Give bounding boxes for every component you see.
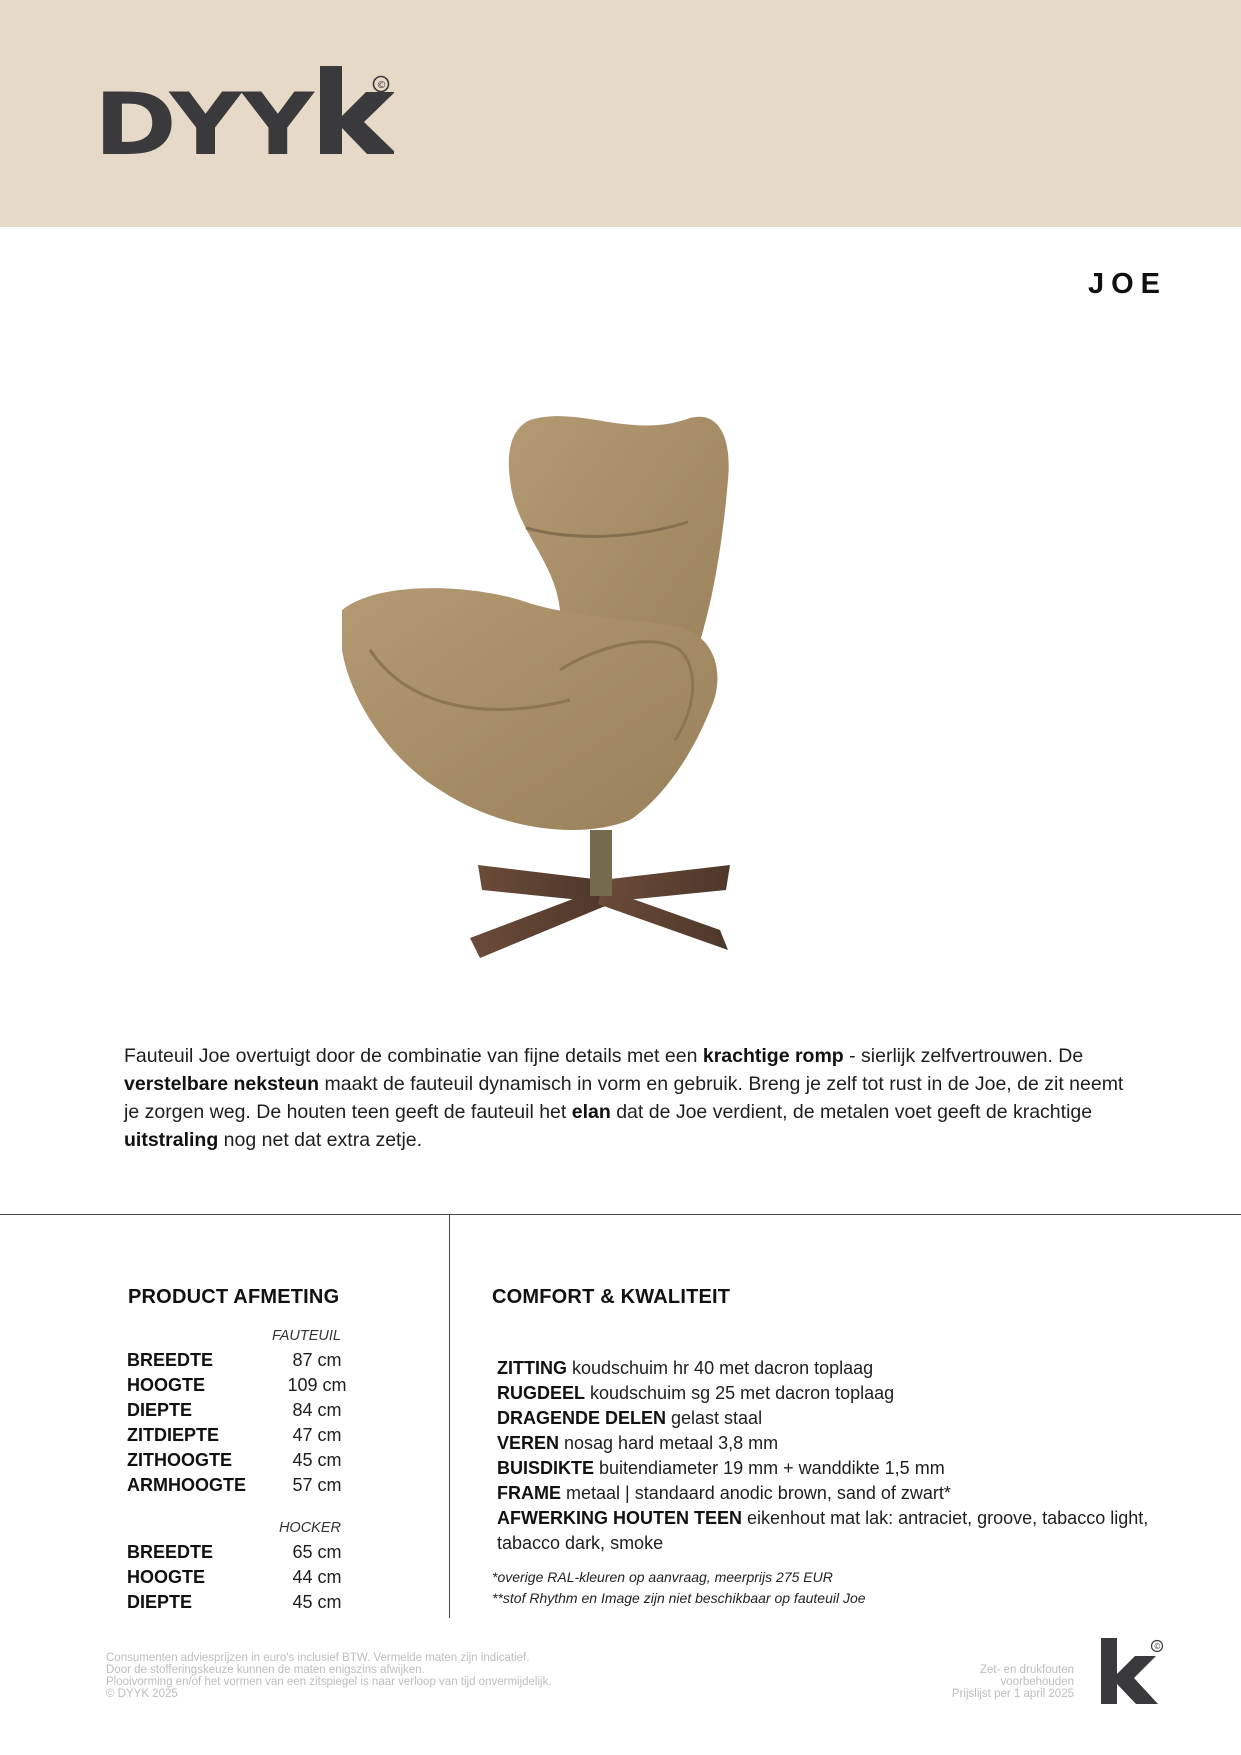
hocker-label: HOCKER	[278, 1520, 341, 1536]
spec-label: FRAME	[497, 1483, 561, 1503]
column-divider	[449, 1214, 450, 1618]
legal-line: Plooivorming en/of het vormen van een zitspiegel is naar verloop van tijd onvermijdelijk.	[106, 1676, 552, 1688]
dimension-value: 84 cm	[292, 1400, 342, 1420]
footnote: **stof Rhythm en Image zijn niet beschikbaar op fauteuil Joe	[492, 1590, 866, 1606]
k-logo[interactable]	[1097, 1636, 1167, 1706]
chair-image	[330, 410, 830, 970]
dimension-label: ARMHOOGTE	[127, 1475, 246, 1495]
spec-label: ZITTING	[497, 1358, 567, 1378]
dimension-row	[127, 1425, 357, 1450]
legal-line: Consumenten adviesprijzen in euro's inclusief BTW. Vermelde maten zijn indicatief.	[106, 1652, 530, 1664]
dimension-value: 44 cm	[292, 1567, 342, 1587]
description-text: dat de Joe verdient, de metalen voet geeft de krachtige	[610, 1101, 1093, 1123]
footnotes	[492, 1567, 866, 1609]
spec-item	[497, 1356, 1177, 1381]
dimension-row	[127, 1475, 357, 1500]
spec-item	[497, 1481, 1177, 1506]
spec-text: buitendiameter 19 mm + wanddikte 1,5 mm	[594, 1458, 945, 1478]
description-text: - sierlijk zelfvertrouwen. De	[843, 1045, 1084, 1067]
description-bold: verstelbare neksteun	[124, 1073, 320, 1095]
dimension-row	[127, 1567, 357, 1592]
footer-line: voorbehouden	[1000, 1676, 1074, 1688]
spec-item	[497, 1456, 1177, 1481]
dimension-label: ZITHOOGTE	[127, 1450, 232, 1470]
dimension-value: 109 cm	[287, 1375, 347, 1395]
k-trademark: ©	[1153, 1642, 1162, 1651]
footer-line: Prijslijst per 1 april 2025	[951, 1688, 1074, 1700]
fauteuil-label: FAUTEUIL	[271, 1328, 341, 1344]
spec-item	[497, 1506, 1177, 1556]
spec-text: koudschuim hr 40 met dacron toplaag	[567, 1358, 874, 1378]
legal-disclaimer	[106, 1652, 552, 1700]
dimension-value: 47 cm	[292, 1425, 342, 1445]
dimension-value: 87 cm	[292, 1350, 342, 1370]
hocker-dimensions	[127, 1520, 357, 1617]
dimension-label: HOOGTE	[127, 1567, 206, 1587]
dimension-row	[127, 1542, 357, 1567]
dimension-row	[127, 1592, 357, 1617]
svg-text:DYY: DYY	[94, 75, 316, 162]
spec-label: AFWERKING HOUTEN TEEN	[497, 1508, 742, 1528]
trademark-symbol: ©	[376, 80, 387, 91]
dimension-value: 65 cm	[292, 1542, 342, 1562]
comfort-heading: COMFORT & KWALITEIT	[492, 1286, 731, 1308]
description-bold: uitstraling	[124, 1129, 219, 1151]
spec-label: VEREN	[497, 1433, 560, 1453]
description-bold: krachtige romp	[702, 1045, 844, 1067]
dimension-row	[127, 1375, 357, 1400]
description-text: maakt de fauteuil dynamisch in vorm en gebruik. Breng je zelf tot rust in de Joe, de zit neemt je zorgen weg. De houten teen geeft de fauteuil het	[124, 1073, 1124, 1123]
dimension-label: HOOGTE	[127, 1375, 206, 1395]
product-description	[124, 1042, 1134, 1154]
fauteuil-dimensions	[127, 1328, 357, 1500]
description-text: Fauteuil Joe overtuigt door de combinatie van fijne details met een	[124, 1045, 703, 1067]
spec-label: DRAGENDE DELEN	[497, 1408, 667, 1428]
legal-line: Door de stofferingskeuze kunnen de maten enigszins afwijken.	[106, 1664, 425, 1676]
section-divider	[0, 1214, 1241, 1215]
spec-item	[497, 1431, 1177, 1456]
legal-line: © DYYK 2025	[106, 1688, 178, 1700]
description-text: nog net dat extra zetje.	[218, 1129, 423, 1151]
spec-text: nosag hard metaal 3,8 mm	[559, 1433, 779, 1453]
spec-text: eikenhout mat lak: antraciet, groove, tabacco light, tabacco dark, smoke	[497, 1508, 1149, 1553]
dimension-row	[127, 1450, 357, 1475]
dimension-row	[127, 1350, 357, 1375]
dyyk-logo[interactable]	[94, 62, 394, 162]
description-bold: elan	[571, 1101, 611, 1123]
dimension-label: DIEPTE	[127, 1400, 193, 1420]
footnote: *overige RAL-kleuren op aanvraag, meerprijs 275 EUR	[492, 1569, 833, 1585]
spec-item	[497, 1381, 1177, 1406]
dimension-value: 57 cm	[292, 1475, 342, 1495]
footer-line: Zet- en drukfouten	[980, 1664, 1074, 1676]
spec-text: koudschuim sg 25 met dacron toplaag	[585, 1383, 895, 1403]
spec-item	[497, 1406, 1177, 1431]
product-title: JOE	[1087, 268, 1167, 300]
dimension-label: BREEDTE	[127, 1542, 214, 1562]
dimension-label: DIEPTE	[127, 1592, 193, 1612]
dimensions-heading: PRODUCT AFMETING	[128, 1286, 340, 1308]
spec-text: metaal | standaard anodic brown, sand of zwart*	[561, 1483, 951, 1503]
dimension-value: 45 cm	[292, 1450, 342, 1470]
dimension-label: ZITDIEPTE	[127, 1425, 220, 1445]
spec-label: RUGDEEL	[497, 1383, 586, 1403]
spec-text: gelast staal	[666, 1408, 763, 1428]
comfort-spec-list	[497, 1356, 1177, 1556]
footer-notice	[952, 1664, 1074, 1700]
dimension-label: BREEDTE	[127, 1350, 214, 1370]
dimension-row	[127, 1400, 357, 1425]
dimension-value: 45 cm	[292, 1592, 342, 1612]
spec-label: BUISDIKTE	[497, 1458, 595, 1478]
